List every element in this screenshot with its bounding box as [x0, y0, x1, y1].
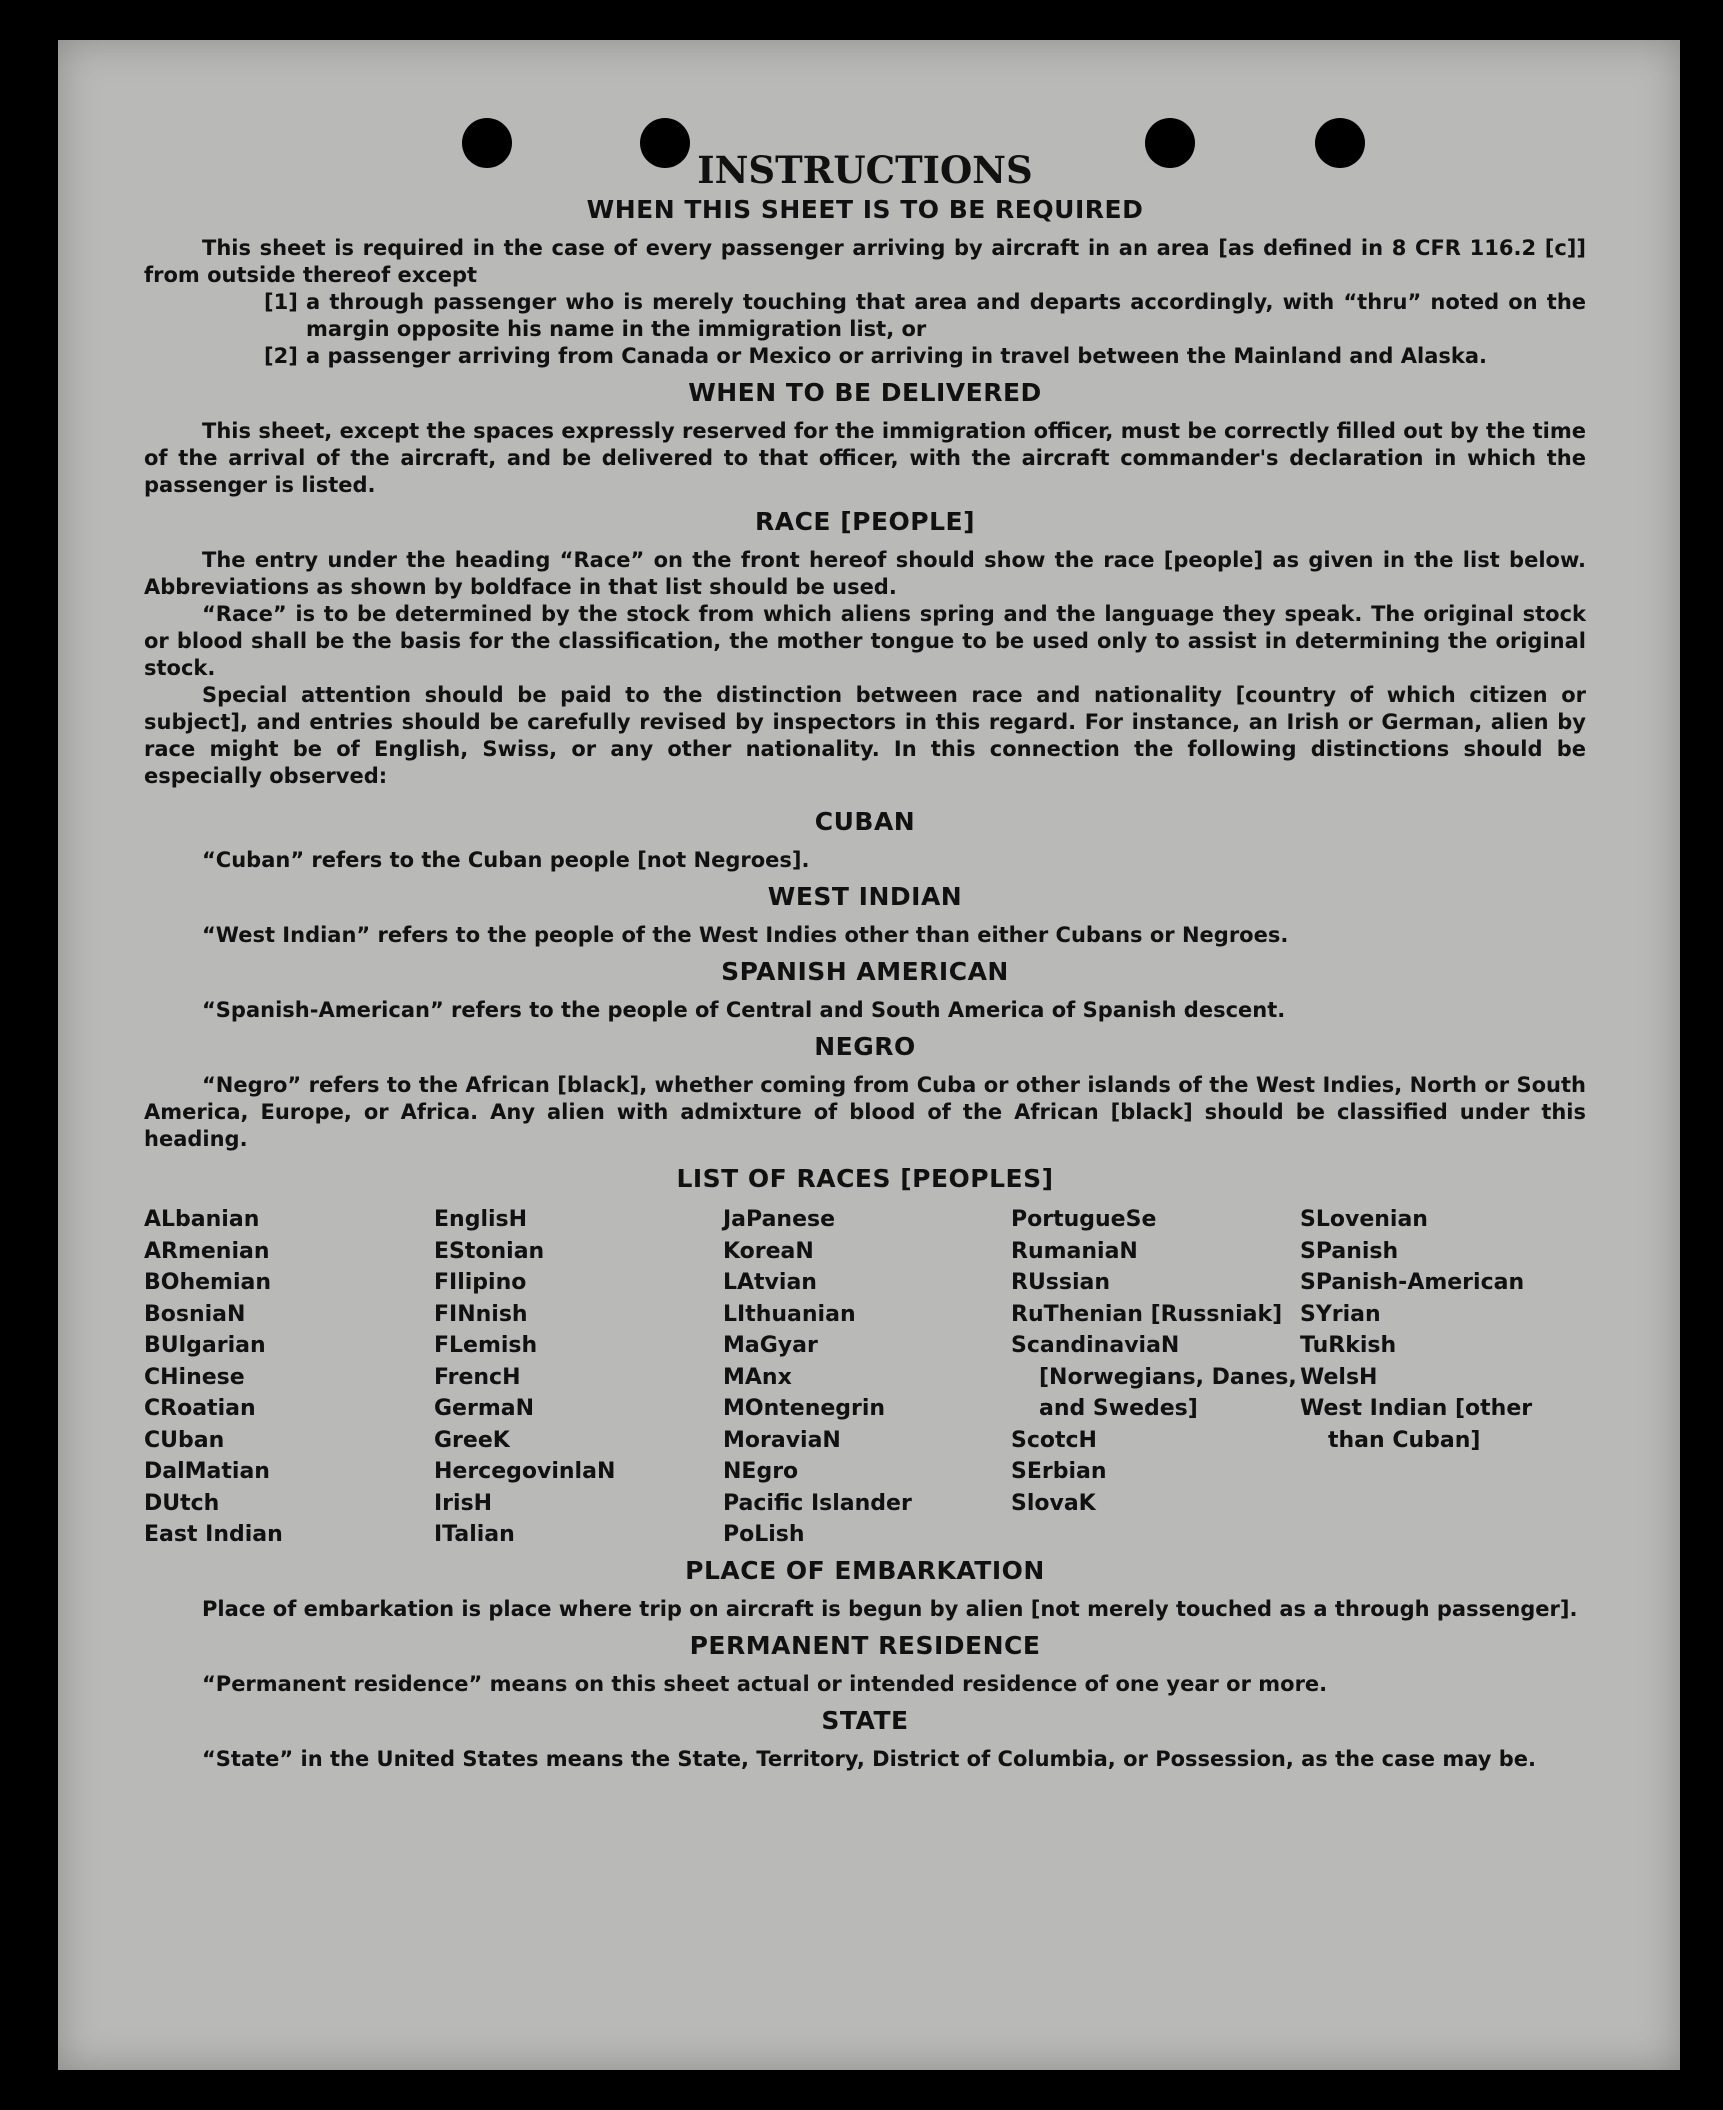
race-entry: FLemish	[434, 1333, 538, 1358]
paragraph-when-required: This sheet is required in the case of every passenger arriving by aircraft in an area [as defined in 8 CFR 116.2 [c]] from outside thereof except	[144, 236, 1586, 287]
race-entry: FINnish	[434, 1301, 528, 1327]
paragraph-state: “State” in the United States means the State, Territory, District of Columbia, or Possession, as the case may be.	[202, 1746, 1536, 1771]
exception-number: [1]	[264, 290, 298, 314]
exception-prefix: a	[306, 290, 321, 314]
paragraph-race-3: Special attention should be paid to the distinction between race and nationality [country of which citizen or subject], and entries should be carefully revised by inspectors in this regard. For instance, an Irish or German, alien by race might be of English, Swiss, or any other nationality. In this connection the following distinctions should be especially observed:	[144, 683, 1586, 788]
exception-text	[306, 289, 1586, 343]
heading-cuban: CUBAN	[814, 807, 916, 836]
race-entry: MOntenegrin	[723, 1396, 886, 1421]
exception-item	[264, 289, 1586, 343]
heading-race: RACE [PEOPLE]	[754, 507, 976, 536]
race-entry: BUlgarian	[144, 1333, 266, 1358]
exception-text	[306, 343, 1586, 370]
race-entry: SPanish	[1300, 1238, 1399, 1264]
paragraph-race-2: “Race” is to be determined by the stock from which aliens spring and the language they speak. The original stock or blood shall be the basis for the classification, the mother tongue to be used only to assist in determining the original stock.	[144, 602, 1586, 680]
race-entry: SLovenian	[1300, 1207, 1428, 1232]
races-list	[144, 1204, 1586, 1551]
race-entry: KoreaN	[723, 1238, 814, 1264]
race-entry: LAtvian	[723, 1270, 817, 1295]
heading-embarkation: PLACE OF EMBARKATION	[685, 1555, 1045, 1585]
paragraph-spanish-american: “Spanish-American” refers to the people of Central and South America of Spanish descent.	[202, 998, 1286, 1022]
race-entry: GermaN	[434, 1396, 535, 1421]
heading-permanent-residence: PERMANENT RESIDENCE	[689, 1630, 1041, 1660]
exception-prefix: a	[306, 344, 321, 368]
page-title: INSTRUCTIONS	[697, 148, 1033, 192]
race-entry: West Indian [other than Cuban]	[1300, 1396, 1533, 1453]
race-entry: ScotcH	[1011, 1427, 1097, 1453]
race-entry: FIlipino	[434, 1270, 527, 1295]
race-entry: FrencH	[434, 1364, 521, 1390]
race-entry: CUban	[144, 1427, 225, 1453]
heading-state: STATE	[821, 1705, 909, 1735]
race-column	[434, 1204, 723, 1551]
paragraph-race-1: The entry under the heading “Race” on the front hereof should show the race [people] as given in the list below. Abbreviations as shown by boldface in that list should be used.	[144, 548, 1586, 599]
race-entry: HercegovinlaN	[434, 1459, 616, 1484]
race-entry: SlovaK	[1011, 1490, 1096, 1516]
exception-item	[264, 343, 1586, 370]
race-entry: PoLish	[723, 1522, 805, 1547]
race-entry: EStonian	[434, 1238, 545, 1264]
race-entry: JaPanese	[723, 1207, 836, 1232]
race-entry: RuThenian [Russniak]	[1011, 1301, 1283, 1327]
exception-number: [2]	[264, 344, 298, 368]
race-entry: MAnx	[723, 1364, 792, 1390]
race-entry: TuRkish	[1300, 1333, 1397, 1358]
exception-body: through passenger who is merely touching that area and departs accordingly, with “thru” noted on the margin opposite his name in the immigration list, or	[306, 290, 1587, 341]
document-body	[144, 148, 1586, 1773]
race-entry: RUssian	[1011, 1270, 1111, 1295]
paragraph-negro: “Negro” refers to the African [black], whether coming from Cuba or other islands of the West Indies, North or South America, Europe, or Africa. Any alien with admixture of blood of the African [black] should be classified under this heading.	[144, 1073, 1586, 1151]
race-entry: NEgro	[723, 1459, 799, 1484]
race-entry: SPanish-American	[1300, 1270, 1525, 1295]
exception-body: passenger arriving from Canada or Mexico or arriving in travel between the Mainland and Alaska.	[327, 344, 1487, 368]
heading-when-delivered: WHEN TO BE DELIVERED	[688, 378, 1042, 407]
race-entry: CHinese	[144, 1364, 245, 1390]
paragraph-embarkation: Place of embarkation is place where trip on aircraft is begun by alien [not merely touched as a through passenger].	[202, 1596, 1578, 1621]
race-entry: Pacific Islander	[723, 1490, 912, 1516]
race-entry: ARmenian	[144, 1238, 270, 1264]
race-entry: BOhemian	[144, 1270, 272, 1295]
race-entry: ITalian	[434, 1522, 515, 1547]
paragraph-cuban: “Cuban” refers to the Cuban people [not Negroes].	[202, 848, 810, 872]
race-entry: MoraviaN	[723, 1427, 841, 1453]
paragraph-when-delivered: This sheet, except the spaces expressly reserved for the immigration officer, must be correctly filled out by the time of the arrival of the aircraft, and be delivered to that officer, with the aircraft commander's declaration in which the passenger is listed.	[144, 419, 1586, 497]
race-entry: East Indian	[144, 1522, 283, 1547]
race-entry: EnglisH	[434, 1207, 528, 1232]
race-entry: DUtch	[144, 1490, 220, 1516]
race-column	[1300, 1204, 1590, 1551]
heading-negro: NEGRO	[814, 1032, 916, 1061]
race-entry: WelsH	[1300, 1364, 1378, 1390]
race-entry: BosniaN	[144, 1301, 246, 1327]
race-column	[1011, 1204, 1300, 1551]
race-entry: IrisH	[434, 1490, 493, 1516]
race-column	[723, 1204, 1011, 1551]
heading-west-indian: WEST INDIAN	[767, 882, 963, 911]
race-column	[144, 1204, 434, 1551]
race-entry: SYrian	[1300, 1301, 1381, 1327]
race-entry: ScandinaviaN [Norwegians, Danes, and Swedes]	[1011, 1333, 1297, 1421]
race-entry: RumaniaN	[1011, 1238, 1138, 1264]
race-entry: SErbian	[1011, 1459, 1107, 1484]
race-entry: CRoatian	[144, 1396, 256, 1421]
paragraph-west-indian: “West Indian” refers to the people of the West Indies other than either Cubans or Negroes.	[202, 923, 1289, 947]
race-entry: PortugueSe	[1011, 1207, 1157, 1232]
race-entry: GreeK	[434, 1427, 510, 1453]
race-entry: LIthuanian	[723, 1301, 856, 1327]
heading-spanish-american: SPANISH AMERICAN	[721, 957, 1009, 986]
race-entry: ALbanian	[144, 1207, 260, 1232]
race-entry: DalMatian	[144, 1459, 270, 1484]
heading-list-of-races: LIST OF RACES [PEOPLES]	[676, 1164, 1054, 1193]
heading-when-required: WHEN THIS SHEET IS TO BE REQUIRED	[586, 195, 1144, 224]
race-entry: MaGyar	[723, 1333, 818, 1358]
paragraph-permanent-residence: “Permanent residence” means on this sheet actual or intended residence of one year or more.	[202, 1671, 1328, 1696]
